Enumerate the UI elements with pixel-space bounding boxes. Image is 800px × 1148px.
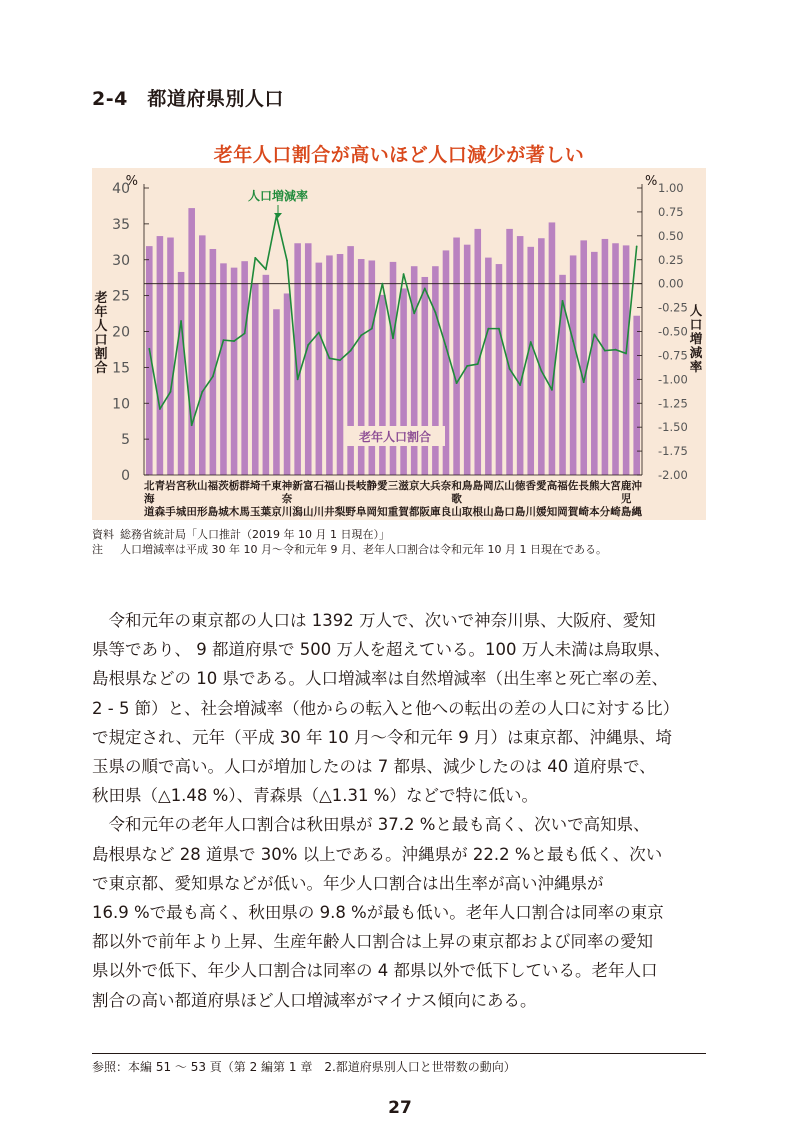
x-tick-label: 島	[472, 480, 484, 492]
line-annotation: 人口増減率	[247, 189, 309, 203]
x-tick-label: 良	[440, 506, 452, 518]
x-tick-label: 栃	[228, 480, 240, 492]
x-tick-label: 阪	[419, 506, 431, 518]
text-line: 県等であり、 9 都道府県で 500 万人を超えている。100 万人未満は鳥取県、	[92, 640, 671, 660]
bar	[506, 229, 513, 475]
text-line: 令和元年の老年人口割合は秋田県が 37.2 %と最も高く、次いで高知県、	[108, 815, 650, 835]
x-tick-label: 滋	[398, 480, 409, 492]
x-tick-label: 都	[408, 506, 420, 518]
x-tick-label: 川	[281, 506, 293, 518]
x-tick-label: 静	[366, 480, 378, 492]
x-tick-label: 分	[599, 506, 611, 518]
x-tick-label: 宮	[175, 480, 187, 492]
x-tick-label: 知	[546, 506, 558, 518]
line-point	[339, 359, 341, 361]
bar	[157, 236, 164, 475]
text-line: 16.9 %で最も高く、秋田県の 9.8 %が最も低い。老年人口割合は同率の東京	[92, 903, 664, 923]
x-tick-label: 神	[281, 480, 293, 492]
x-tick-label: 富	[302, 480, 314, 492]
line-point	[307, 344, 309, 346]
x-tick-label: 口	[504, 506, 515, 518]
bar	[263, 275, 270, 475]
bar	[612, 243, 619, 475]
x-tick-label: 阜	[355, 506, 367, 518]
bar	[517, 236, 524, 475]
right-tick-label: -1.00	[658, 372, 688, 387]
text-line: 2 - 5 節）と、社会増減率（他からの転入と他への転出の差の人口に対する比）	[92, 698, 680, 718]
x-tick-label: 長	[578, 480, 589, 492]
x-tick-label: 和	[451, 480, 462, 492]
x-tick-label: 愛	[377, 480, 388, 492]
text-line: 割合の高い都道府県ほど人口増減率がマイナス傾向にある。	[92, 990, 537, 1010]
line-point	[191, 424, 193, 426]
x-tick-label: 岐	[355, 480, 367, 492]
left-tick-label: 15	[112, 360, 130, 377]
line-point	[583, 381, 585, 383]
line-point	[434, 311, 436, 313]
x-tick-label: 山	[451, 506, 462, 518]
x-tick-label: 東	[271, 480, 282, 492]
bar	[252, 283, 259, 475]
left-axis-label-char: 年	[94, 305, 108, 320]
line-point	[244, 333, 246, 335]
line-point	[540, 370, 542, 372]
line-point	[265, 268, 267, 270]
x-tick-label: 三	[387, 480, 399, 492]
x-tick-label: 石	[313, 480, 325, 492]
note-source	[92, 527, 607, 542]
x-tick-label: 山	[483, 506, 494, 518]
bar	[570, 255, 577, 475]
bar	[464, 245, 471, 475]
line-point	[360, 334, 362, 336]
x-tick-label: 山	[504, 480, 515, 492]
x-tick-label: 道	[144, 506, 155, 518]
bar	[231, 268, 238, 475]
text-line: 県以外で低下、年少人口割合は同率の 4 都県以外で低下している。老年人口	[92, 961, 658, 981]
left-tick-label: 25	[112, 288, 130, 305]
x-tick-label: 川	[525, 506, 536, 518]
line-point	[519, 384, 521, 386]
bar	[188, 208, 195, 475]
x-tick-label: 奈	[440, 480, 452, 492]
x-tick-label: 奈	[281, 493, 293, 505]
x-tick-label: 佐	[567, 480, 579, 492]
section-heading: 2-4 都道府県別人口	[92, 88, 284, 110]
bar	[273, 309, 280, 475]
x-tick-label: 青	[154, 480, 166, 492]
line-point	[392, 337, 394, 339]
page-number: 27	[388, 1098, 412, 1118]
x-tick-label: 森	[154, 506, 166, 518]
line-point	[223, 339, 225, 341]
population-chart	[92, 168, 706, 520]
line-point	[604, 350, 606, 352]
line-point	[382, 283, 384, 285]
x-tick-label: 潟	[292, 506, 303, 518]
x-tick-label: 熊	[589, 480, 600, 492]
x-tick-label: 根	[472, 506, 484, 518]
x-tick-label: 島	[620, 506, 632, 518]
bar	[284, 293, 291, 475]
right-axis-label-char: 増	[689, 331, 703, 346]
x-tick-label: 葉	[260, 506, 272, 518]
x-tick-label: 鳥	[461, 480, 473, 492]
x-tick-label: 崎	[610, 506, 621, 518]
x-tick-label: 海	[144, 493, 155, 505]
x-tick-label: 城	[218, 506, 229, 518]
bar	[623, 245, 630, 475]
x-tick-label: 京	[271, 506, 282, 518]
reference-link: 参照：本編 51 ～ 53 頁（第 2 編第 1 章 2.都道府県別人口と世帯数の動向）	[92, 1060, 516, 1074]
note-label: 資料	[92, 528, 114, 541]
x-tick-label: 福	[557, 480, 568, 492]
line-point	[159, 408, 161, 410]
left-axis-label-char: 割	[94, 347, 108, 362]
text-line: で規定され、元年（平成 30 年 10 月～令和元年 9 月）は東京都、沖縄県、埼	[92, 727, 672, 747]
left-tick-label: 30	[112, 252, 130, 269]
bar	[305, 243, 312, 475]
bar	[337, 254, 344, 475]
x-tick-label: 重	[387, 506, 399, 518]
bar	[485, 258, 492, 475]
x-tick-label: 崎	[578, 506, 589, 518]
bar	[580, 240, 587, 475]
x-tick-label: 香	[525, 480, 536, 492]
x-tick-label: 広	[493, 480, 505, 492]
right-tick-label: -0.25	[658, 300, 688, 315]
right-tick-label: -1.50	[658, 420, 688, 435]
left-tick-label: 10	[112, 396, 130, 413]
bar	[199, 235, 206, 475]
x-tick-label: 木	[228, 506, 240, 518]
x-tick-label: 手	[165, 506, 176, 518]
bar	[316, 263, 323, 475]
line-point	[551, 389, 553, 391]
footer-rule	[92, 1053, 706, 1054]
note-label: 注	[92, 543, 103, 556]
line-point	[530, 341, 532, 343]
x-tick-label: 千	[260, 480, 272, 492]
x-tick-label: 馬	[239, 506, 250, 518]
bar	[220, 263, 227, 475]
line-point	[445, 346, 447, 348]
bar	[591, 252, 598, 475]
x-tick-label: 埼	[250, 480, 261, 492]
x-tick-label: 山	[197, 480, 208, 492]
bar	[602, 239, 609, 475]
x-tick-label: 縄	[631, 506, 642, 518]
chart-notes	[92, 527, 607, 557]
bar	[178, 272, 185, 475]
right-tick-label: 0.50	[658, 228, 684, 243]
line-point	[498, 328, 500, 330]
line-point	[148, 348, 150, 350]
x-tick-label: 城	[175, 506, 187, 518]
x-tick-label: 京	[408, 480, 420, 492]
line-point	[477, 363, 479, 365]
left-tick-label: 35	[112, 216, 130, 233]
right-axis-label-char: 人	[689, 303, 703, 318]
x-tick-label: 岡	[557, 506, 568, 518]
line-point	[466, 365, 468, 367]
x-tick-label: 取	[461, 506, 473, 518]
line-point	[562, 300, 564, 302]
x-tick-label: 秋	[186, 480, 197, 492]
line-point	[509, 368, 511, 370]
line-point	[350, 350, 352, 352]
x-tick-label: 井	[324, 506, 335, 518]
x-tick-label: 北	[144, 480, 155, 492]
x-tick-label: 田	[186, 506, 197, 518]
x-tick-label: 岡	[483, 480, 494, 492]
line-point	[403, 273, 405, 275]
line-point	[625, 353, 627, 355]
bar	[453, 238, 460, 475]
left-axis-unit: %	[125, 174, 138, 189]
x-tick-label: 兵	[430, 480, 441, 492]
bar	[379, 295, 386, 475]
x-tick-label: 宮	[610, 480, 621, 492]
x-tick-label: 児	[620, 493, 632, 505]
bar	[527, 247, 534, 475]
left-tick-label: 40	[112, 181, 130, 197]
line-point	[413, 312, 415, 314]
x-tick-label: 庫	[430, 506, 441, 518]
line-point	[615, 349, 617, 351]
x-tick-label: 梨	[334, 506, 346, 518]
x-tick-label: 島	[207, 506, 219, 518]
x-tick-label: 福	[324, 480, 335, 492]
x-tick-label: 形	[197, 506, 208, 518]
left-axis-label-char: 老	[94, 291, 108, 306]
line-point	[212, 376, 214, 378]
right-tick-label: -0.75	[658, 348, 688, 363]
x-tick-label: 大	[599, 480, 611, 492]
x-tick-label: 野	[345, 506, 356, 518]
note-text: 総務省統計局「人口推計（2019 年 10 月 1 日現在）」	[120, 528, 390, 541]
bar	[326, 255, 333, 475]
x-tick-label: 岩	[165, 480, 176, 492]
line-point	[329, 357, 331, 359]
x-tick-label: 賀	[567, 506, 579, 518]
bar	[210, 249, 217, 475]
left-axis-label-char: 人	[94, 319, 108, 334]
left-tick-label: 0	[121, 468, 130, 484]
left-axis-label-char: 合	[94, 361, 108, 376]
x-tick-label: 愛	[536, 480, 547, 492]
x-tick-label: 本	[589, 506, 600, 518]
bar	[474, 229, 481, 475]
line-point	[572, 340, 574, 342]
line-point	[180, 320, 182, 322]
x-tick-label: 川	[313, 506, 325, 518]
bar	[400, 288, 407, 475]
x-tick-label: 賀	[398, 506, 409, 518]
text-line: 島根県などの 10 県である。人口増減率は自然増減率（出生率と死亡率の差、	[92, 669, 668, 689]
right-tick-label: 1.00	[658, 181, 684, 195]
bar	[167, 238, 174, 475]
text-line: 島根県など 28 道県で 30% 以上である。沖縄県が 22.2 %と最も低く、次い	[92, 844, 663, 864]
text-line: 都以外で前年より上昇、生産年齢人口割合は上昇の東京都および同率の愛知	[92, 932, 653, 952]
right-tick-label: -1.75	[658, 444, 688, 459]
right-axis-label-char: 口	[689, 317, 703, 332]
right-tick-label: 0.75	[658, 204, 684, 219]
line-point	[487, 328, 489, 330]
x-tick-label: 群	[239, 480, 250, 492]
line-point	[456, 382, 458, 384]
line-point	[371, 328, 373, 330]
x-tick-label: 茨	[218, 480, 229, 492]
x-tick-label: 徳	[514, 480, 526, 492]
right-tick-label: -2.00	[658, 468, 688, 482]
right-tick-label: 0.25	[658, 252, 684, 267]
text-line: 令和元年の東京都の人口は 1392 万人で、次いで神奈川県、大阪府、愛知	[108, 611, 656, 630]
right-tick-label: -1.25	[658, 396, 688, 411]
bar-annotation: 老年人口割合	[358, 430, 432, 444]
line-point	[254, 257, 256, 259]
bar	[549, 222, 556, 475]
x-tick-label: 長	[345, 480, 356, 492]
x-tick-label: 大	[419, 480, 431, 492]
right-axis-label-char: 率	[689, 359, 703, 374]
left-tick-label: 20	[112, 324, 130, 341]
left-tick-label: 5	[121, 432, 130, 449]
line-point	[318, 332, 320, 334]
x-tick-label: 知	[377, 506, 388, 518]
line-point	[201, 391, 203, 393]
right-axis-label-char: 減	[689, 345, 703, 360]
right-axis-unit: %	[645, 174, 658, 189]
right-tick-label: -0.50	[658, 324, 688, 339]
line-point	[424, 288, 426, 290]
x-tick-label: 山	[334, 480, 346, 492]
line-point	[593, 333, 595, 335]
line-point	[286, 260, 288, 262]
bar	[496, 264, 503, 475]
x-tick-label: 媛	[536, 506, 547, 518]
paragraph-2	[92, 810, 712, 1014]
x-tick-label: 沖	[631, 480, 642, 492]
line-point	[170, 391, 172, 393]
text-line: 秋田県（△1.48 %）、青森県（△1.31 %）などで特に低い。	[92, 786, 538, 806]
x-tick-label: 山	[302, 506, 314, 518]
x-tick-label: 福	[207, 480, 219, 492]
x-tick-label: 岡	[366, 506, 378, 518]
line-point	[636, 245, 638, 247]
paragraph-1	[92, 606, 712, 810]
note-text: 人口増減率は平成 30 年 10 月～令和元年 9 月、老年人口割合は令和元年 10 月 1 日現在である。	[120, 543, 607, 556]
x-tick-label: 新	[292, 480, 303, 492]
bar	[241, 261, 248, 475]
note-remark	[92, 542, 607, 557]
x-tick-label: 高	[546, 480, 558, 492]
left-axis-label-char: 口	[94, 333, 108, 348]
x-tick-label: 島	[514, 506, 526, 518]
body-text	[92, 606, 712, 1015]
text-line: で東京都、愛知県などが低い。年少人口割合は出生率が高い沖縄県が	[92, 873, 604, 893]
x-tick-label: 玉	[250, 506, 261, 518]
chart-title: 老年人口割合が高いほど人口減少が著しい	[213, 144, 585, 166]
line-point	[233, 340, 235, 342]
line-point	[297, 378, 299, 380]
bar	[538, 238, 545, 475]
x-tick-label: 歌	[451, 493, 462, 505]
right-tick-label: 0.00	[658, 276, 684, 291]
text-line: 玉県の順で高い。人口が増加したのは 7 都県、減少したのは 40 道府県で、	[92, 757, 656, 777]
x-tick-label: 鹿	[620, 480, 632, 492]
x-tick-label: 島	[493, 506, 505, 518]
